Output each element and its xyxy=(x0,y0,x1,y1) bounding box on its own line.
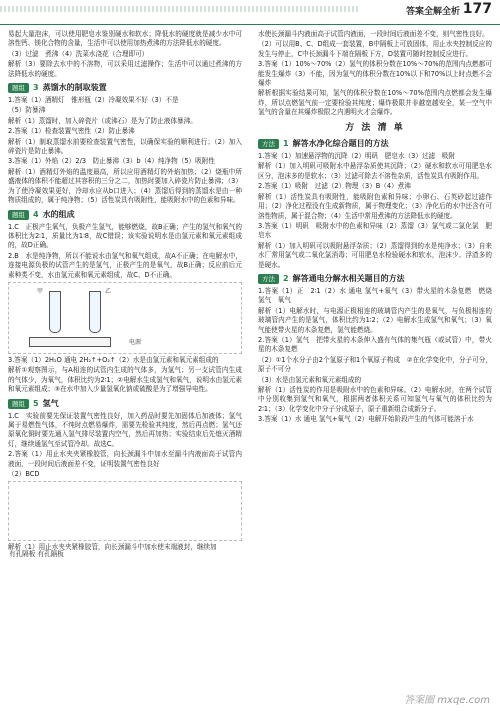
water-trough xyxy=(29,337,111,347)
explanation: 解析（1）活性炭具有吸附性，能吸附色素和异味；小卵石、石英砂起过滤作用；（2）净化过程没有生成新物质，属于物理变化；（3）净化后的水中还含有可溶性物质，属于混合物；（4）生活中常用煮沸的方法降低水的硬度。 xyxy=(258,192,492,220)
answer: 3.答案（1）水 通电 氢气+氧气（2）电解开始阶段产生的气体可能溶于水 xyxy=(258,415,474,424)
section-heading xyxy=(8,210,242,220)
section-badge: 方法 xyxy=(258,139,279,149)
answer: 2.答案（1）检查装置气密性（2）防止暴沸 xyxy=(8,127,135,136)
explanation: 解析（1）蒸馏时，加入碎瓷片（或沸石）是为了防止液体暴沸。 xyxy=(8,116,197,125)
section-title: 氢气 xyxy=(42,398,59,408)
answer: 2.答案（1）氢气 把带火星的木条伸入盛有气体的集气瓶（或试管）中，带火星的木条复燃 xyxy=(258,335,492,354)
test-tube xyxy=(89,291,101,333)
section-badge: 题组 xyxy=(8,210,29,220)
answer: 3.答案（1）10%～70%（2）氢气的体积分数在10%～70%的范围内点燃都可能发生爆炸（3）不能，因为氢气的体积分数在10%以下和70%以上时点燃不会爆炸 xyxy=(258,60,492,88)
section-heading xyxy=(8,399,242,409)
explanation: 解析①观察图示，与A相连的试管内生成的气体多，为氢气；另一支试管内生成的气体少，为氧气，体积比约为2∶1；②电解水生成氢气和氧气，说明水由氢元素和氧元素组成；③在水中加入少量氢氧化钠或硫酸是为了增强导电性。 xyxy=(8,366,242,394)
section-heading xyxy=(8,83,242,93)
section-number: 3 xyxy=(33,83,39,93)
watermark: 答案圈 mxqe.com xyxy=(404,695,490,706)
explanation: 解析（1）制取蒸馏水前要检查装置气密性，以确保实验的顺利进行；（2）加入碎瓷片是防止暴沸。 xyxy=(8,137,242,156)
header-stripe xyxy=(0,6,360,12)
answer: （3）水是由氢元素和氧元素组成的 xyxy=(258,375,362,384)
section-badge: 题组 xyxy=(8,83,29,93)
figure-label: 甲 xyxy=(37,287,44,295)
answer: （2）①1个水分子由2个氢原子和1个氧原子构成 ②在化学变化中，分子可分，原子不可分 xyxy=(258,355,492,374)
explanation: 解析（1）活性炭的作用是吸附水中的色素和异味。（2）电解水时，在两个试管中分别收集到氢气和氧气，根据两者体积关系可知氢气与氧气的体积比约为2∶1；（3）化学变化中分子分成原子，原子重新组合成新分子。 xyxy=(258,386,492,413)
section-badge: 题组 xyxy=(8,399,29,409)
answer: 2.B 水是纯净物，所以不能说水由氢气和氧气组成，故A不正确；在电解水中，连接电源负极的试管产生的是氢气，正极产生的是氧气，故B正确；反应前后元素种类不变，水由氢元素和氧元素组成，故C、D不正确。 xyxy=(8,251,242,279)
test-tube xyxy=(9,482,241,516)
section-heading xyxy=(258,139,492,149)
section-title: 解答水净化综合题目的方法 xyxy=(292,139,389,149)
paragraph: （2）可以用B、C、D组成一套装置，B中隔板上可放固体，用止水夹控制反应的发生与停止，C中长颈漏斗下端在隔板下方，D装置可随时控制反应进行。 xyxy=(258,40,492,58)
section-number: 2 xyxy=(283,274,289,284)
explanation: 解析根据实验结果可知，氢气的体积分数在10%～70%范围内点燃都会发生爆炸，所以点燃氢气前一定要检验其纯度；爆炸极限并非越宽越安全，某一空气中氢气的含量在其爆炸极限之内遇明火才会爆炸。 xyxy=(258,89,492,117)
section-number: 1 xyxy=(283,139,289,149)
answer: 2.答案（1）用止水夹夹紧橡胶管，向长颈漏斗中加水至漏斗内液面高于试管内液面，一段时间后液面差不变，证明装置气密性良好 xyxy=(8,450,242,468)
explanation: 解析（1）用止水夹夹紧橡胶管，向长颈漏斗中加水使末端液封，继续加 xyxy=(8,543,217,552)
paragraph: 易起大量泡沫，可以使用肥皂水鉴别硬水和软水；降低水的硬度就是减少水中可溶性钙、镁化合物的含量，生活中可以使用加热煮沸的方法降低水的硬度。 xyxy=(8,30,242,48)
section-title: 水的组成 xyxy=(42,209,75,219)
figure-label: 电源 xyxy=(129,338,142,346)
section-title: 解答通电分解水相关题目的方法 xyxy=(292,274,405,284)
running-title: 答案全解全析 xyxy=(405,7,460,17)
figure-label: 乙 xyxy=(105,287,112,295)
explanation: 解析（1）电解水时，与电源正极相连的玻璃管内产生的是氧气，与负极相连的玻璃管内产生的是氢气，体积比约为1∶2；（2）电解水生成氢气和氧气；（3）氧气能使带火星的木条复燃，氢气能燃烧。 xyxy=(258,306,492,334)
left-column xyxy=(8,30,242,559)
answer: 3.答案（1）明矾 吸附水中的色素和异味（2）蒸馏（3）氯气或二氯化氯 肥皂水 xyxy=(258,221,492,240)
explanation: 解析（1）加入明矾可以吸附悬浮杂质；（2）蒸馏得到的水是纯净水；（3）自来水厂常用氯气或二氧化氯消毒；可用肥皂水检验硬水和软水，泡沫少、浮渣多的是硬水。 xyxy=(258,241,492,269)
section-badge: 方法 xyxy=(258,274,279,284)
answer: （5）防暴沸 xyxy=(8,106,46,115)
answer: 1.C 实验前要先保证装置气密性良好，加入药品时要先加固体后加液体；氢气属于易燃性气体，不纯时点燃易爆炸，需要先检验其纯度，然后再点燃；氢气还原氧化铜时要先通入氢气排尽装置内空气，然后再加热；实验结束后先熄灭酒精灯，继续通氢气至试管冷却。故选C。 xyxy=(8,411,242,448)
methods-title: 方 法 清 单 xyxy=(345,122,405,133)
section-number: 4 xyxy=(33,209,39,219)
page-number: 177 xyxy=(462,1,492,17)
page-header xyxy=(0,0,500,25)
answer: 3.答案（1）外焰（2）2/3 防止暴沸（3）b（4）纯净物（5）吸附性 xyxy=(8,157,215,166)
answer: 1.C 正极产生氧气，负极产生氢气，能够燃烧，故B正确；产生的氢气和氧气的体积比为2∶1，质量比为1∶8，故C错误；该实验说明水是由氢元素和氧元素组成的，故D正确。 xyxy=(8,222,242,250)
answer: （3）过滤 煮沸（4）洗菜水浇花（合理即可） xyxy=(8,49,149,58)
section-number: 5 xyxy=(33,398,39,408)
answer: 1.答案（1）加速悬浮物的沉降（2）明矾 肥皂水（3）过滤 吸附 xyxy=(258,152,455,161)
section-title: 蒸馏水的制取装置 xyxy=(42,83,107,93)
answer: （2）BCD xyxy=(8,470,40,478)
explanation: 解析（1）酒精灯外焰的温度最高，所以应用酒精灯的外焰加热；（2）烧瓶中所盛液体的体积不能超过其容积的三分之二，加热时要加入碎瓷片防止暴沸；（3）为了使冷凝效果更好，冷却水应从b口进入；（4）蒸馏后得到的蒸馏水是由一种物质组成的，属于纯净物；（5）活性炭具有吸附性，能吸附水中的色素和异味。 xyxy=(8,167,242,205)
answer: 1.答案（1）酒精灯 锥形瓶（2）冷凝效果不好（3）不是 xyxy=(8,96,179,105)
test-tube xyxy=(49,291,61,333)
figure-label: 有孔隔板 xyxy=(37,550,64,559)
explanation: 解析（1）加入明矾可吸附水中悬浮杂质使其沉降；（2）硬水和软水可用肥皂水区分，泡沫多的是软水；（3）过滤可除去不溶性杂质，活性炭具有吸附作用。 xyxy=(258,162,492,180)
answer: 1.答案（1）正 2∶1（2）水 通电 氢气+氧气（3）带火星的木条复燃 燃烧 氢气 氧气 xyxy=(258,286,499,305)
electrolysis-diagram xyxy=(8,282,242,354)
paragraph: 水使长颈漏斗内液面高于试管内液面，一段时间后液面差不变，则气密性良好。 xyxy=(258,30,489,38)
section-heading xyxy=(258,274,492,284)
right-column xyxy=(258,30,499,426)
explanation: 解析（3）要除去水中的不溶物，可以采用过滤操作；生活中可以通过煮沸的方法降低水的硬度。 xyxy=(8,60,242,78)
answer: 2.答案（1）吸附 过滤（2）物理（3）B（4）煮沸 xyxy=(258,182,411,191)
answer: 3.答案（1）2H₂O 通电 2H₂↑+O₂↑（2）水是由氢元素和氧元素组成的 xyxy=(8,355,219,364)
test-tube xyxy=(9,516,241,550)
figure-label: 有孔隔板 xyxy=(9,550,36,559)
